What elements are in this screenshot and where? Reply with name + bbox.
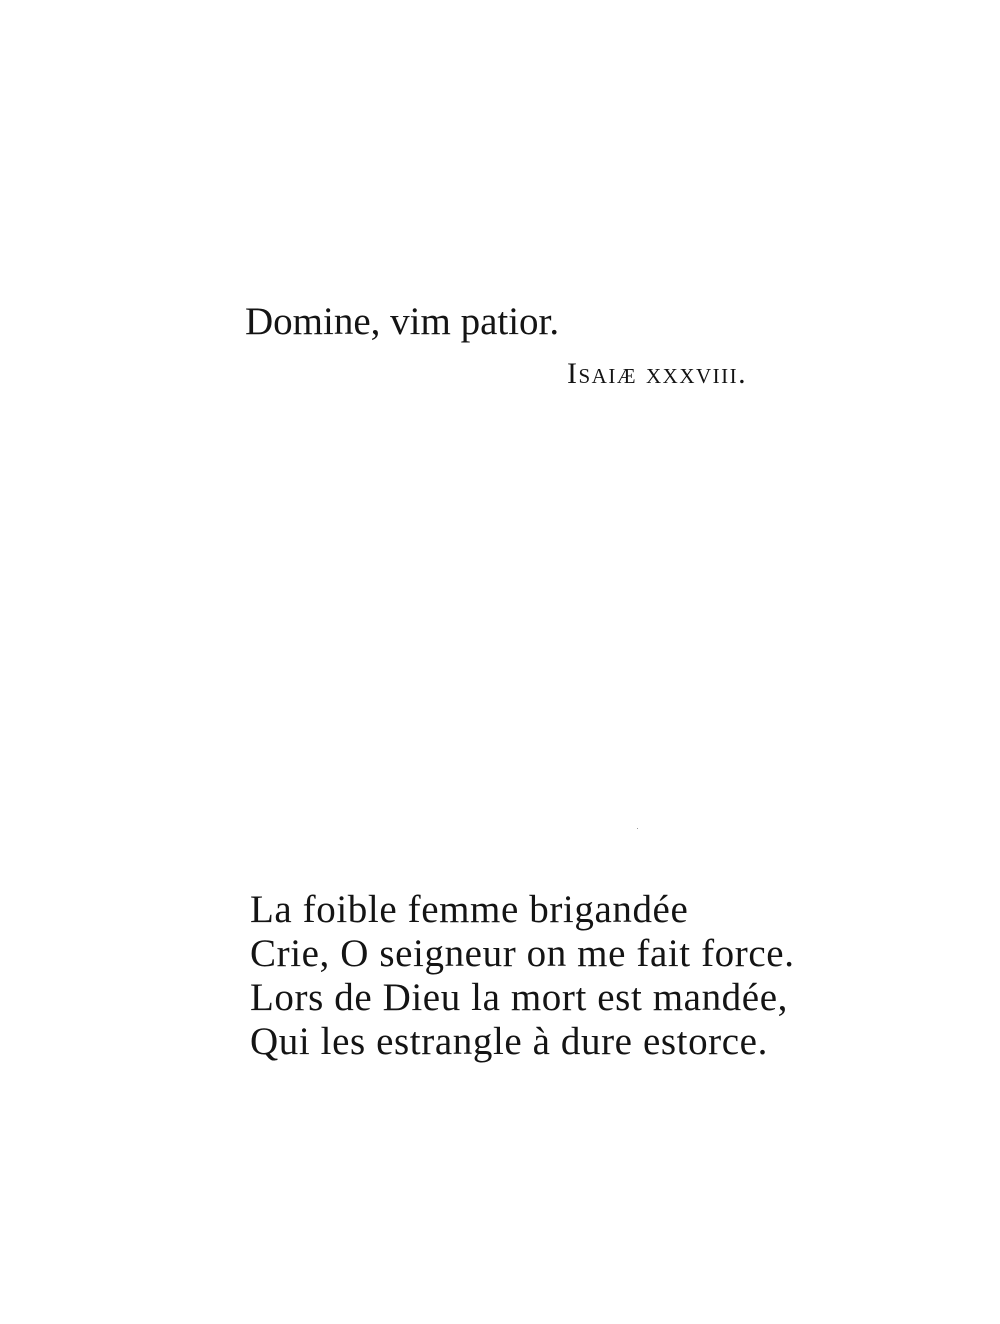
- verse-line: La foible femme brigandée: [250, 888, 689, 931]
- verse: [250, 888, 900, 1064]
- verse-line: Crie, O seigneur on me fait force.: [250, 932, 795, 975]
- epigraph: [245, 296, 845, 390]
- epigraph-quote: Domine, vim patior.: [245, 300, 560, 343]
- epigraph-source: Isaiæ xxxviii.: [567, 357, 748, 390]
- print-speck: [637, 828, 638, 829]
- verse-line: Lors de Dieu la mort est mandée,: [250, 976, 788, 1019]
- verse-line: Qui les estrangle à dure estorce.: [250, 1020, 768, 1063]
